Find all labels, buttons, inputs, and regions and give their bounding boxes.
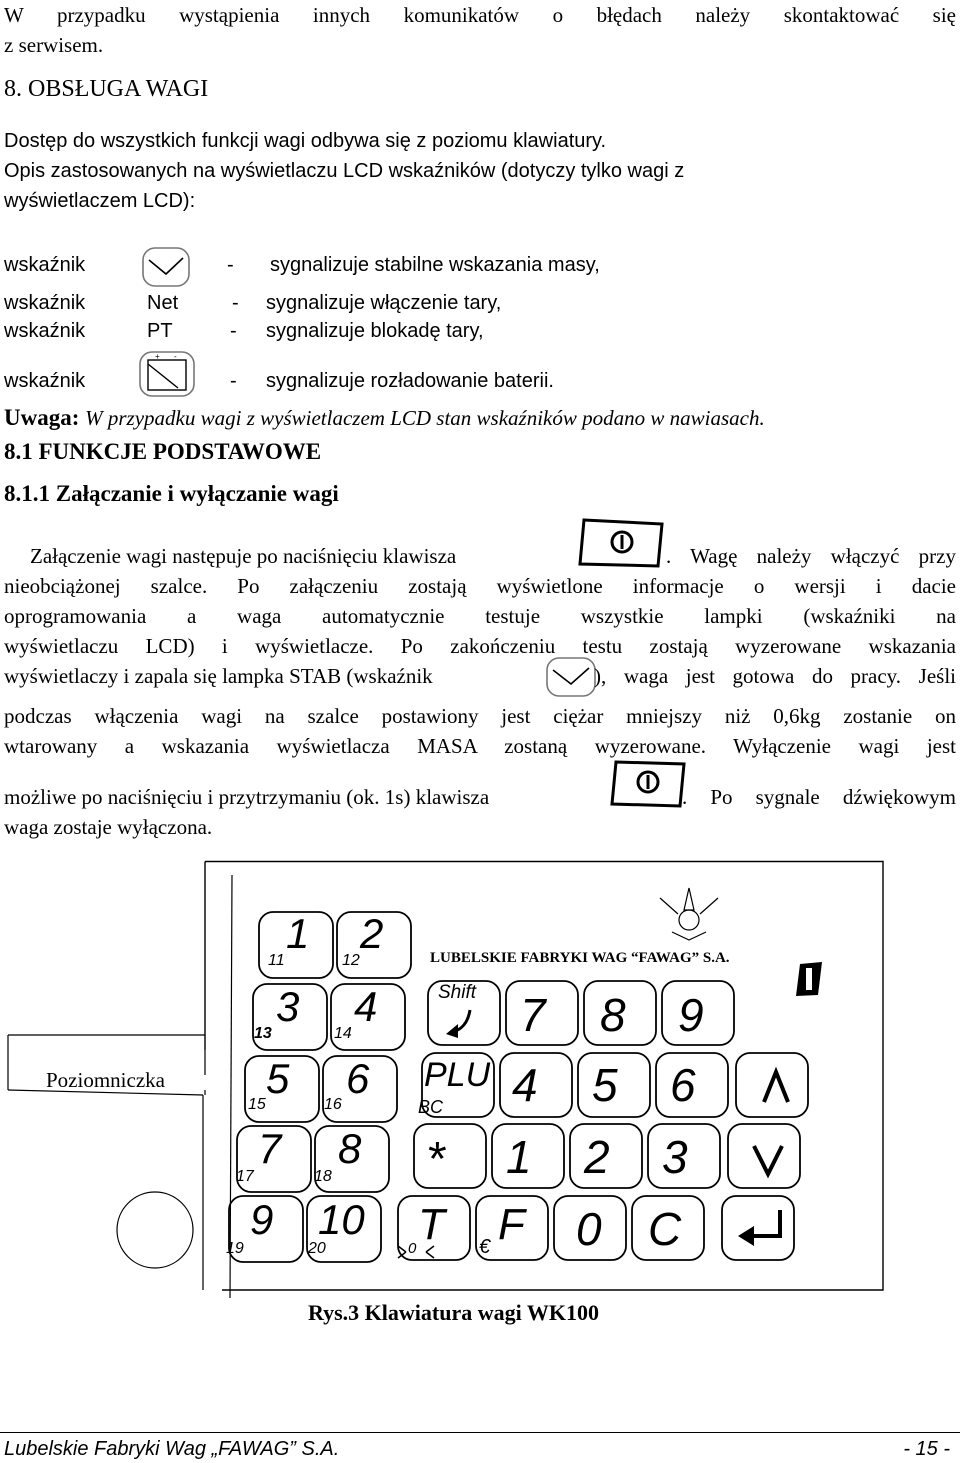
para-line-5b: ), waga jest gotowa do pracy. Jeśli (594, 664, 956, 688)
plu-key-label: PLU (424, 1056, 491, 1094)
key-6-label: 6 (346, 1055, 370, 1102)
indicator-dash: - (230, 320, 237, 342)
euro-label: € (479, 1236, 491, 1258)
indicator-dash: - (230, 370, 237, 392)
key-1-sub: 11 (268, 952, 285, 969)
shift-arrow-icon (446, 1010, 470, 1038)
bc-key-label: BC (418, 1097, 444, 1117)
f-key-label: F (498, 1200, 525, 1249)
key-digit-1: 1 (506, 1131, 532, 1183)
svg-text:-: - (174, 352, 177, 361)
indicator-symbol-net: Net (147, 292, 179, 314)
key-1-label: 1 (286, 910, 310, 957)
para-line-8b: . Po sygnale dźwiękowym (682, 785, 956, 809)
stable-indicator-icon (141, 246, 191, 288)
note-label: Uwaga: (4, 405, 80, 430)
key-digit-0: 0 (576, 1203, 602, 1255)
indicator-label: wskaźnik (4, 370, 86, 392)
key-2-sub: 12 (342, 952, 360, 969)
indicator-symbol-pt: PT (147, 320, 173, 342)
intro-line-1: W przypadku wystąpienia innych komunikatów o błędach należy skontaktować się (4, 3, 956, 27)
key-digit-5: 5 (592, 1059, 618, 1111)
key-4-sub: 14 (334, 1025, 352, 1042)
key-6-sub: 16 (324, 1096, 342, 1113)
c-key-label: C (648, 1203, 682, 1255)
key-digit-9: 9 (678, 989, 704, 1041)
section-8-para-1: Dostęp do wszystkich funkcji wagi odbywa się z poziomu klawiatury. (4, 130, 607, 152)
indicator-label: wskaźnik (4, 320, 86, 342)
key-4-label: 4 (354, 983, 378, 1030)
key-8-label: 8 (338, 1125, 362, 1172)
key-9-sub: 19 (226, 1240, 244, 1257)
key-7-label: 7 (258, 1125, 282, 1172)
up-arrow-icon (764, 1072, 788, 1102)
power-key-icon (578, 518, 664, 568)
level-label: Poziomniczka (46, 1068, 165, 1092)
indicator-desc: sygnalizuje rozładowanie baterii. (266, 370, 554, 392)
footer-page-number: - 15 - (903, 1438, 950, 1460)
fawag-logo-icon (660, 888, 718, 940)
shift-key-label: Shift (438, 982, 477, 1003)
footer-company: Lubelskie Fabryki Wag „FAWAG” S.A. (4, 1438, 340, 1460)
key-10-label: 10 (318, 1196, 365, 1243)
key-9-label: 9 (250, 1196, 274, 1243)
key-8-sub: 18 (314, 1168, 332, 1185)
svg-text:+: + (155, 352, 160, 361)
section-8-1-title: 8.1 FUNKCJE PODSTAWOWE (4, 439, 322, 464)
key-2-label: 2 (360, 910, 384, 957)
tare-key-label: T (418, 1200, 445, 1249)
key-digit-4: 4 (512, 1059, 538, 1111)
key-digit-7: 7 (520, 989, 546, 1041)
indicator-dash: - (232, 292, 239, 314)
para-line-8a: możliwe po naciśnięciu i przytrzymaniu (ok. 1s) klawisza (4, 785, 490, 809)
keyboard-power-key (796, 962, 822, 996)
para-line-3: oprogramowania a waga automatycznie testuje wszystkie lampki (wskaźniki na (4, 604, 956, 628)
indicator-label: wskaźnik (4, 254, 86, 276)
para-line-7: wtarowany a wskazania wyświetlacza MASA zostaną wyzerowane. Wyłączenie wagi jest (4, 734, 956, 758)
key-digit-2: 2 (584, 1131, 610, 1183)
indicator-desc: sygnalizuje włączenie tary, (266, 292, 502, 314)
intro-line-2: z serwisem. (4, 33, 104, 57)
enter-icon (738, 1210, 780, 1246)
para-line-1a: Załączenie wagi następuje po naciśnięciu klawisza (30, 544, 457, 568)
indicator-desc: sygnalizuje stabilne wskazania masy, (270, 254, 600, 276)
key-3-label: 3 (276, 983, 300, 1030)
key-3-sub: 13 (254, 1025, 272, 1042)
para-line-1b: . Wagę należy włączyć przy (666, 544, 956, 568)
note-text: W przypadku wagi z wyświetlaczem LCD stan wskaźników podano w nawiasach. (85, 406, 765, 430)
brand-label: LUBELSKIE FABRYKI WAG “FAWAG” S.A. (430, 950, 730, 966)
para-line-2: nieobciążonej szalce. Po załączeniu zostają wyświetlone informacje o wersji i dacie (4, 574, 956, 598)
key-digit-6: 6 (670, 1059, 696, 1111)
section-8-title: 8. OBSŁUGA WAGI (4, 76, 209, 102)
figure-caption: Rys.3 Klawiatura wagi WK100 (308, 1300, 599, 1325)
indicator-dash: - (227, 254, 234, 276)
section-8-para-2a: Opis zastosowanych na wyświetlaczu LCD wskaźników (dotyczy tylko wagi z (4, 160, 685, 182)
key-digit-3: 3 (662, 1131, 688, 1183)
note (4, 402, 765, 434)
battery-indicator-icon (138, 350, 196, 398)
indicator-desc: sygnalizuje blokadę tary, (266, 320, 484, 342)
footer-rule (0, 1432, 960, 1433)
key-digit-8: 8 (600, 989, 626, 1041)
stable-indicator-icon (545, 656, 597, 698)
power-key-icon (610, 760, 686, 808)
key-7-sub: 17 (236, 1168, 254, 1185)
indicator-label: wskaźnik (4, 292, 86, 314)
tare-key-sub: 0 (408, 1240, 417, 1257)
key-5-sub: 15 (248, 1096, 266, 1113)
para-line-5a: wyświetlaczy i zapala się lampka STAB (wskaźnik (4, 664, 433, 688)
key-5-label: 5 (266, 1055, 290, 1102)
para-line-6: podczas włączenia wagi na szalce postawiony jest ciężar mniejszy niż 0,6kg zostanie on (4, 704, 956, 728)
section-8-1-1-title: 8.1.1 Załączanie i wyłączanie wagi (4, 481, 339, 506)
section-8-para-2b: wyświetlaczem LCD): (4, 190, 196, 212)
key-10-sub: 20 (308, 1240, 326, 1257)
para-line-4: wyświetlaczu LCD) i wyświetlacze. Po zakończeniu testu zostają wyzerowane wskazania (4, 634, 956, 658)
down-arrow-icon (754, 1146, 782, 1174)
para-line-9: waga zostaje wyłączona. (4, 815, 213, 839)
star-key-label: * (426, 1133, 445, 1186)
